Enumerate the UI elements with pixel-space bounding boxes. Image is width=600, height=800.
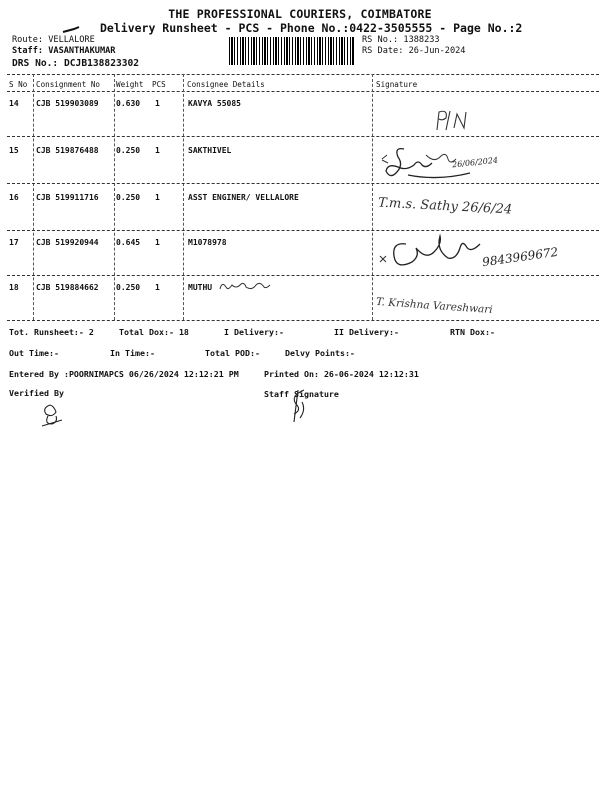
in-time: In Time:- [110, 348, 155, 358]
row-sno: 14 [9, 99, 19, 108]
handwritten-signature [218, 279, 273, 293]
handwritten-signature [376, 230, 496, 272]
col-divider [183, 74, 184, 320]
out-time: Out Time:- [9, 348, 59, 358]
ii-delivery: II Delivery:- [334, 327, 399, 337]
runsheet-subtitle: Delivery Runsheet - PCS - Phone No.:0422-3505555 - Page No.:2 [100, 21, 523, 35]
barcode [229, 37, 355, 65]
col-divider [33, 74, 34, 320]
route-label: Route: VELLALORE [12, 35, 95, 45]
total-dox: Total Dox:- 18 [119, 327, 189, 337]
total-runsheet: Tot. Runsheet:- 2 [9, 327, 94, 337]
total-pod: Total POD:- [205, 348, 260, 358]
table-bottom-rule [7, 320, 599, 321]
drs-label: DRS No.: [12, 58, 59, 69]
row-rule [7, 275, 599, 276]
rs-date: RS Date: 26-Jun-2024 [362, 46, 466, 56]
row-pcs: 1 [155, 99, 160, 108]
drs-value: DCJB138823302 [64, 58, 140, 69]
staff-signature-label: Staff Signature [264, 389, 339, 399]
row-weight: 0.630 [116, 99, 141, 108]
row-consignment: CJB 519911716 [36, 193, 99, 202]
row-consignee: MUTHU [188, 283, 213, 292]
row-consignment: CJB 519884662 [36, 283, 99, 292]
row-consignee: KAVYA 55085 [188, 99, 241, 108]
drs-number [12, 58, 139, 69]
handwritten-phone: 9843969672 [481, 244, 559, 270]
col-header-consignment: Consignment No [36, 80, 101, 89]
company-title: THE PROFESSIONAL COURIERS, COIMBATORE [168, 7, 432, 21]
row-pcs: 1 [155, 146, 160, 155]
handwritten-name: T. Krishna Vareshwari [375, 295, 494, 317]
handwritten-signature [434, 108, 474, 132]
row-pcs: 1 [155, 193, 160, 202]
row-sno: 18 [9, 283, 19, 292]
row-consignee: SAKTHIVEL [188, 146, 232, 155]
staff-signature-mark [284, 388, 314, 424]
col-header-weight: Weight [116, 80, 144, 89]
row-pcs: 1 [155, 283, 160, 292]
col-header-consignee: Consignee Details [187, 80, 265, 89]
row-rule [7, 136, 599, 137]
row-rule [7, 183, 599, 184]
table-header-rule [7, 91, 599, 92]
handwritten-date: 26/06/2024 [451, 155, 499, 170]
col-divider [114, 74, 115, 320]
row-sno: 15 [9, 146, 19, 155]
row-weight: 0.250 [116, 283, 141, 292]
delvy-points: Delvy Points:- [285, 348, 355, 358]
row-weight: 0.645 [116, 238, 141, 247]
i-delivery: I Delivery:- [224, 327, 284, 337]
entered-by: Entered By :POORNIMAPCS 06/26/2024 12:12:21 PM [9, 369, 239, 379]
col-divider [372, 74, 373, 320]
staff-label: Staff: VASANTHAKUMAR [12, 46, 116, 56]
row-consignment: CJB 519876488 [36, 146, 99, 155]
rtn-dox: RTN Dox:- [450, 327, 495, 337]
row-consignee: M1078978 [188, 238, 227, 247]
verified-by: Verified By [9, 388, 64, 398]
row-sno: 16 [9, 193, 19, 202]
row-consignment: CJB 519903089 [36, 99, 99, 108]
row-weight: 0.250 [116, 146, 141, 155]
col-header-pcs: PCS [152, 80, 166, 89]
handwritten-signature: T.m.s. Sathy 26/6/24 [377, 195, 513, 218]
rs-number: RS No.: 1388233 [362, 35, 440, 45]
row-rule [7, 230, 599, 231]
printed-on: Printed On: 26-06-2024 12:12:31 [264, 369, 419, 379]
row-consignment: CJB 519920944 [36, 238, 99, 247]
table-top-rule [7, 74, 599, 75]
row-consignee: ASST ENGINER/ VELLALORE [188, 193, 299, 202]
row-pcs: 1 [155, 238, 160, 247]
verifier-initials [38, 402, 66, 428]
col-header-sno: S No [9, 80, 28, 89]
col-header-signature: Signature [376, 80, 418, 89]
row-weight: 0.250 [116, 193, 141, 202]
row-sno: 17 [9, 238, 19, 247]
